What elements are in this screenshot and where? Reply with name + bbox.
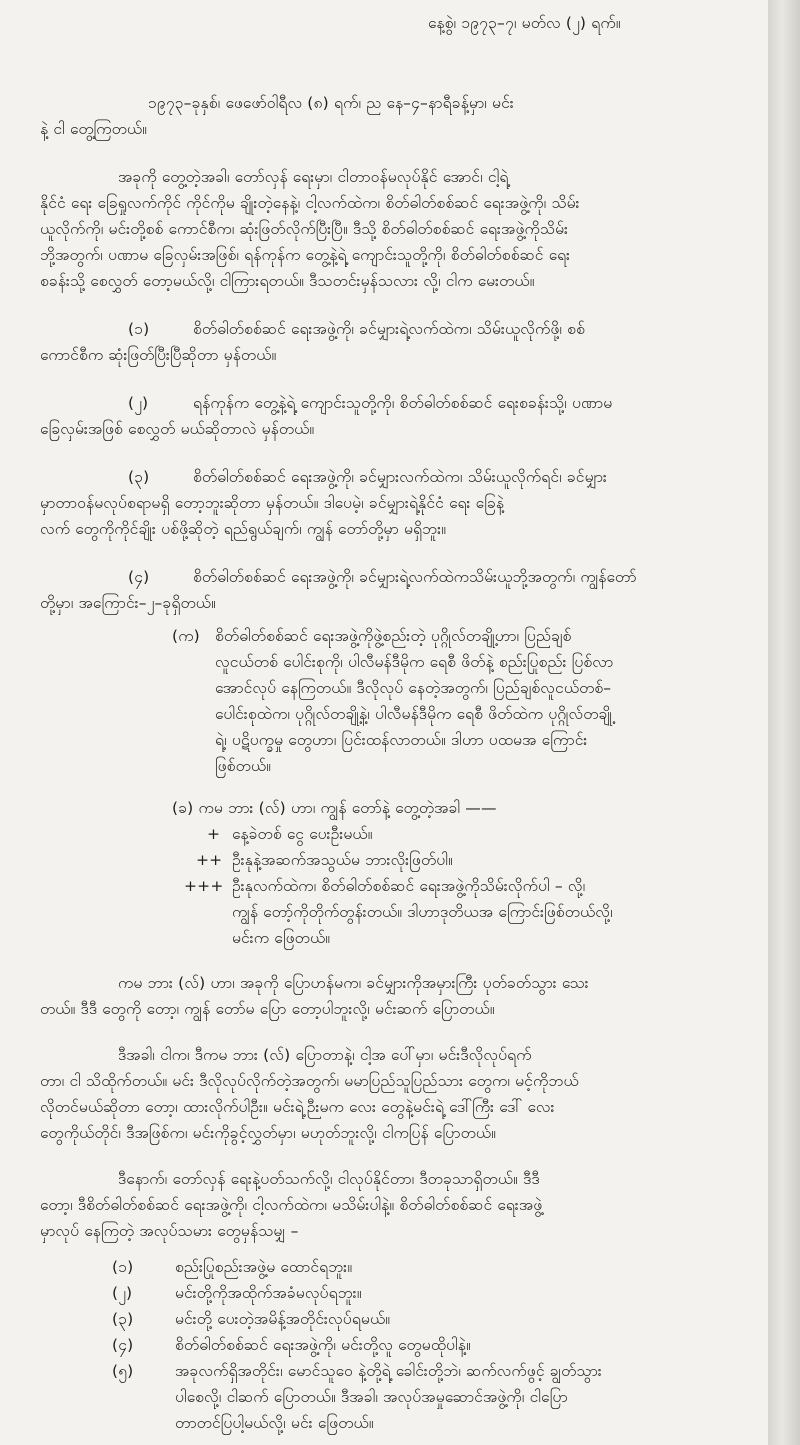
condition-5-num: (၅) — [112, 1362, 134, 1380]
para4-line-1: ဒီနောက်၊ တော်လှန် ရေးနဲ့ပတ်သက်လို့၊ ငါလုပ်နိုင်တာ၊ ဒီတခုသာရှိတယ်။ ဒီဒီ — [118, 1170, 540, 1188]
sub-ka-num: (က) — [172, 627, 200, 645]
item-3-line-1: စိတ်ဓါတ်စစ်ဆင် ရေးအဖွဲ့ကို၊ ခင်မျှားလက်ထဲက၊ သိမ်းယူလိုက်ရင်၊ ခင်မျှား — [193, 468, 608, 486]
para1-line-3: ယူလိုက်ကို၊ မင်းတို့စစ် ကောင်စီက၊ ဆုံးဖြတ်လိုက်ပြီးပြီ။ ဒီသို့ စိတ်ဓါတ်စစ်ဆင် ရေးအဖွဲ့ကိုသိမ်း — [40, 220, 569, 238]
item-4-line-2: တို့မှာ၊ အကြောင်း–၂–ခုရှိတယ်။ — [40, 594, 216, 612]
condition-1-text: စည်းပြုစည်းအဖွဲ့မ ထောင်ရဘူး။ — [175, 1258, 353, 1276]
para3-line-4: တွေကိုယ်တိုင်၊ ဒီအဖြစ်က၊ မင်းကိုခွင့်လွှတ်မှာ၊ မဟုတ်ဘူးလို့၊ ငါကပြန် ပြောတယ်။ — [40, 1124, 497, 1142]
condition-4-num: (၄) — [112, 1336, 134, 1354]
bullet-3-line-1: ဦးနုလက်ထဲက၊ စိတ်ဓါတ်စစ်ဆင် ရေးအဖွဲ့ကိုသိမ်းလိုက်ပါ – လို့၊ — [232, 877, 586, 895]
bullet-1-mark: + — [207, 825, 221, 843]
para1-line-5: စခန်းသို့ စေလွှတ် တော့မယ်လို့၊ ငါကြားရတယ်။ ဒီသတင်းမှန်သလား လို့၊ ငါက မေးတယ်။ — [40, 272, 535, 290]
para2-line-2: တယ်။ ဒီဒီ တွေကို တော့၊ ကျွန် တော်မ ပြော တော့ပါဘူးလို့၊ မင်းဆက် ပြောတယ်။ — [40, 1000, 495, 1018]
condition-5-line-2: ပါစေလို့၊ ငါဆက် ပြောတယ်။ ဒီအခါ၊ အလုပ်အမှုဆောင်အဖွဲ့ကို၊ ငါပြော — [175, 1388, 568, 1406]
sub-ka-line-1: စိတ်ဓါတ်စစ်ဆင် ရေးအဖွဲ့ကိုဖွဲ့စည်းတဲ့ ပုဂ္ဂိုလ်တချို့ဟာ၊ ပြည်ချစ် — [215, 627, 572, 645]
bullet-3-line-3: မင်းက ဖြေတယ်။ — [232, 929, 331, 947]
bullet-2-mark: ++ — [196, 851, 223, 869]
sub-ka-line-2: လူငယ်တစ် ပေါင်းစုကို၊ ပါလီမန်ဒီမိုက ရေစီ ဖိတ်နဲ့ စည်းပြုစည်း ပြစ်လာ — [215, 653, 614, 671]
item-1-line-1: စိတ်ဓါတ်စစ်ဆင် ရေးအဖွဲ့ကို၊ ခင်မျှားရဲ့လက်ထဲက၊ သိမ်းယူလိုက်ဖို့၊ စစ် — [193, 320, 585, 338]
item-1-num: (၁) — [128, 320, 150, 338]
para1-line-2: နိုင်ငံ ရေး ခြေရှုလက်ကိုင် ကိုင်ကိုမ ချိုးတဲ့နေနဲ့၊ ငါ့လက်ထဲက၊ စိတ်ဓါတ်စစ်ဆင် ရေးအဖွဲ့ကို၊ သိမ်း — [40, 194, 580, 212]
item-1-line-2: ကောင်စီက ဆုံးဖြတ်ပြီးပြီဆိုတာ မှန်တယ်။ — [40, 346, 277, 364]
condition-5-line-3: တာတင်ပြပါ့မယ်လို့၊ မင်း ဖြေတယ်။ — [175, 1414, 374, 1432]
sub-ka-line-3: အောင်လုပ် နေကြတယ်။ ဒီလိုလုပ် နေတဲ့အတွက်၊ ပြည်ချစ်လူငယ်တစ်– — [215, 679, 612, 697]
condition-1-num: (၁) — [112, 1258, 134, 1276]
sub-kha-lead: (ခ) ကမ ဘား (လ်) ဟာ၊ ကျွန် တော်နဲ့ တွေ့တဲ့အခါ —— — [172, 799, 497, 817]
item-2-num: (၂) — [128, 394, 149, 412]
para3-line-3: လိုတင်မယ်ဆိုတာ တော့၊ ထားလိုက်ပါဦး။ မင်းရဲ့ဉီးမက လေး တွေနဲ့မင်းရဲ့ ဒေါ်ကြီး ဒေါ် လေး — [40, 1098, 555, 1116]
condition-2-num: (၂) — [112, 1284, 133, 1302]
intro-line-1: ၁၉၇၃–ခုနှစ်၊ ဖေဖော်ဝါရီလ (၈) ရက်၊ ည နေ–၄–နာရီခန့်မှာ၊ မင်း — [148, 94, 514, 112]
document-date: နေ့စွဲ၊ ၁၉၇၃–၇၊ မတ်လ (၂) ရက်။ — [428, 14, 621, 32]
item-3-line-3: လက် တွေကိုကိုင်ချိုး ပစ်ဖို့ဆိုတဲ့ ရည်ရွယ်ချက်၊ ကျွန် တော်တို့မှာ မရှိဘူး။ — [40, 520, 447, 538]
sub-ka-line-6: ဖြစ်တယ်။ — [215, 757, 272, 775]
condition-4-text: စိတ်ဓါတ်စစ်ဆင် ရေးအဖွဲ့ကို၊ မင်းတို့လူ တွေမထိုပါနဲ့။ — [175, 1336, 471, 1354]
para4-line-3: မှာလုပ် နေကြတဲ့ အလုပ်သမား တွေမှန်သမျှ – — [40, 1222, 299, 1240]
item-2-line-1: ရန်ကုန်က တွေ့နဲ့ရဲ့ ကျောင်းသူတို့ကို၊ စိတ်ဓါတ်စစ်ဆင် ရေးစခန်းသို့၊ ပဏာမ — [193, 394, 613, 412]
condition-3-num: (၃) — [112, 1310, 134, 1328]
sub-ka-line-4: ပေါင်းစုထဲက၊ ပုဂ္ဂိုလ်တချို့နဲ့၊ ပါလီမန်ဒီမိုက ရေစီ ဖိတ်ထဲက ပုဂ္ဂိုလ်တချို့ — [215, 705, 613, 723]
bullet-2-text: ဦးနုနဲ့အဆက်အသွယ်မ ဘားလိုးဖြတ်ပါ။ — [232, 851, 453, 869]
item-4-num: (၄) — [128, 568, 150, 586]
para1-line-1: အခုကို တွေ့တဲ့အခါ၊ တော်လှန် ရေးမှာ၊ ငါတာဝန်မလုပ်နိုင် အောင်၊ ငါ့ရဲ့ — [118, 168, 509, 186]
condition-5-line-1: အခုလက်ရှိအတိုင်း၊ မောင်သူဝေ နဲ့တို့ရဲ့ ခေါင်းတို့ဘဲ၊ ဆက်လက်ဖွင့် ချွတ်သွား — [175, 1362, 602, 1380]
para1-line-4: ဘို့အတွက်၊ ပဏာမ ခြေလှမ်းအဖြစ်၊ ရန်ကုန်က တွေ့နဲ့ရဲ့ ကျောင်းသူတို့ကို၊ စိတ်ဓါတ်စစ်ဆင် ရေး — [40, 246, 571, 264]
item-2-line-2: ခြေလှမ်းအဖြစ် စေလွှတ် မယ်ဆိုတာလဲ မှန်တယ်။ — [40, 420, 315, 438]
condition-3-text: မင်းတို့ ပေးတဲ့အမိန့်အတိုင်းလုပ်ရမယ်။ — [175, 1310, 391, 1328]
bullet-3-line-2: ကျွန် တော့်ကိုတိုက်တွန်းတယ်။ ဒါဟာဒုတိယအ ကြောင်းဖြစ်တယ်လို့၊ — [232, 903, 613, 921]
page-edge-shadow — [770, 0, 800, 1445]
item-4-line-1: စိတ်ဓါတ်စစ်ဆင် ရေးအဖွဲ့ကို၊ ခင်မျှားရဲ့လက်ထဲကသိမ်းယူဘို့အတွက်၊ ကျွန်တော် — [193, 568, 637, 586]
para3-line-2: တာ၊ ငါ သိထိုက်တယ်။ မင်း ဒီလိုလုပ်လိုက်တဲ့အတွက်၊ မမာပြည်သူပြည်သား တွေက၊ မင့်ကိုဘယ် — [40, 1072, 579, 1090]
item-3-line-2: မှာတာဝန်မလုပ်စရာမရှိ တော့ဘူးဆိုတာ မှန်တယ်။ ဒါပေမဲ့၊ ခင်မျှားရဲ့နိုင်ငံ ရေး ခြေနဲ့ — [40, 494, 505, 512]
para4-line-2: တော့၊ ဒီစိတ်ဓါတ်စစ်ဆင် ရေးအဖွဲ့ကို၊ ငါ့လက်ထဲက၊ မသိမ်းပါနဲ့။ စိတ်ဓါတ်စစ်ဆင် ရေးအဖွဲ့ — [40, 1196, 543, 1214]
item-3-num: (၃) — [128, 468, 150, 486]
para3-line-1: ဒီအခါ၊ ငါက၊ ဒီကမ ဘား (လ်) ပြောတာနဲ့၊ ငါ့အ ပေါ်မှာ၊ မင်းဒီလိုလုပ်ရက် — [118, 1046, 532, 1064]
bullet-3-mark: +++ — [184, 877, 224, 895]
sub-ka-line-5: ရဲ့၊ ပဋိပက္ခမှု တွေဟာ၊ ပြင်းထန်လာတယ်။ ဒါဟာ ပထမအ ကြောင်း — [215, 731, 588, 749]
para2-line-1: ကမ ဘား (လ်) ဟာ၊ အခုကို ပြောဟန်မက၊ ခင်မျှားကိုအမှားကြီး ပုတ်ခတ်သွား သေး — [118, 974, 589, 992]
condition-2-text: မင်းတို့ကိုအထိုက်အခံမလုပ်ရဘူး။ — [175, 1284, 362, 1302]
intro-line-2: နဲ့ ငါ တွေ့ကြတယ်။ — [40, 120, 148, 138]
bullet-1-text: နေ့ခဲတစ် ငွေ ပေးဦးမယ်။ — [232, 825, 373, 843]
